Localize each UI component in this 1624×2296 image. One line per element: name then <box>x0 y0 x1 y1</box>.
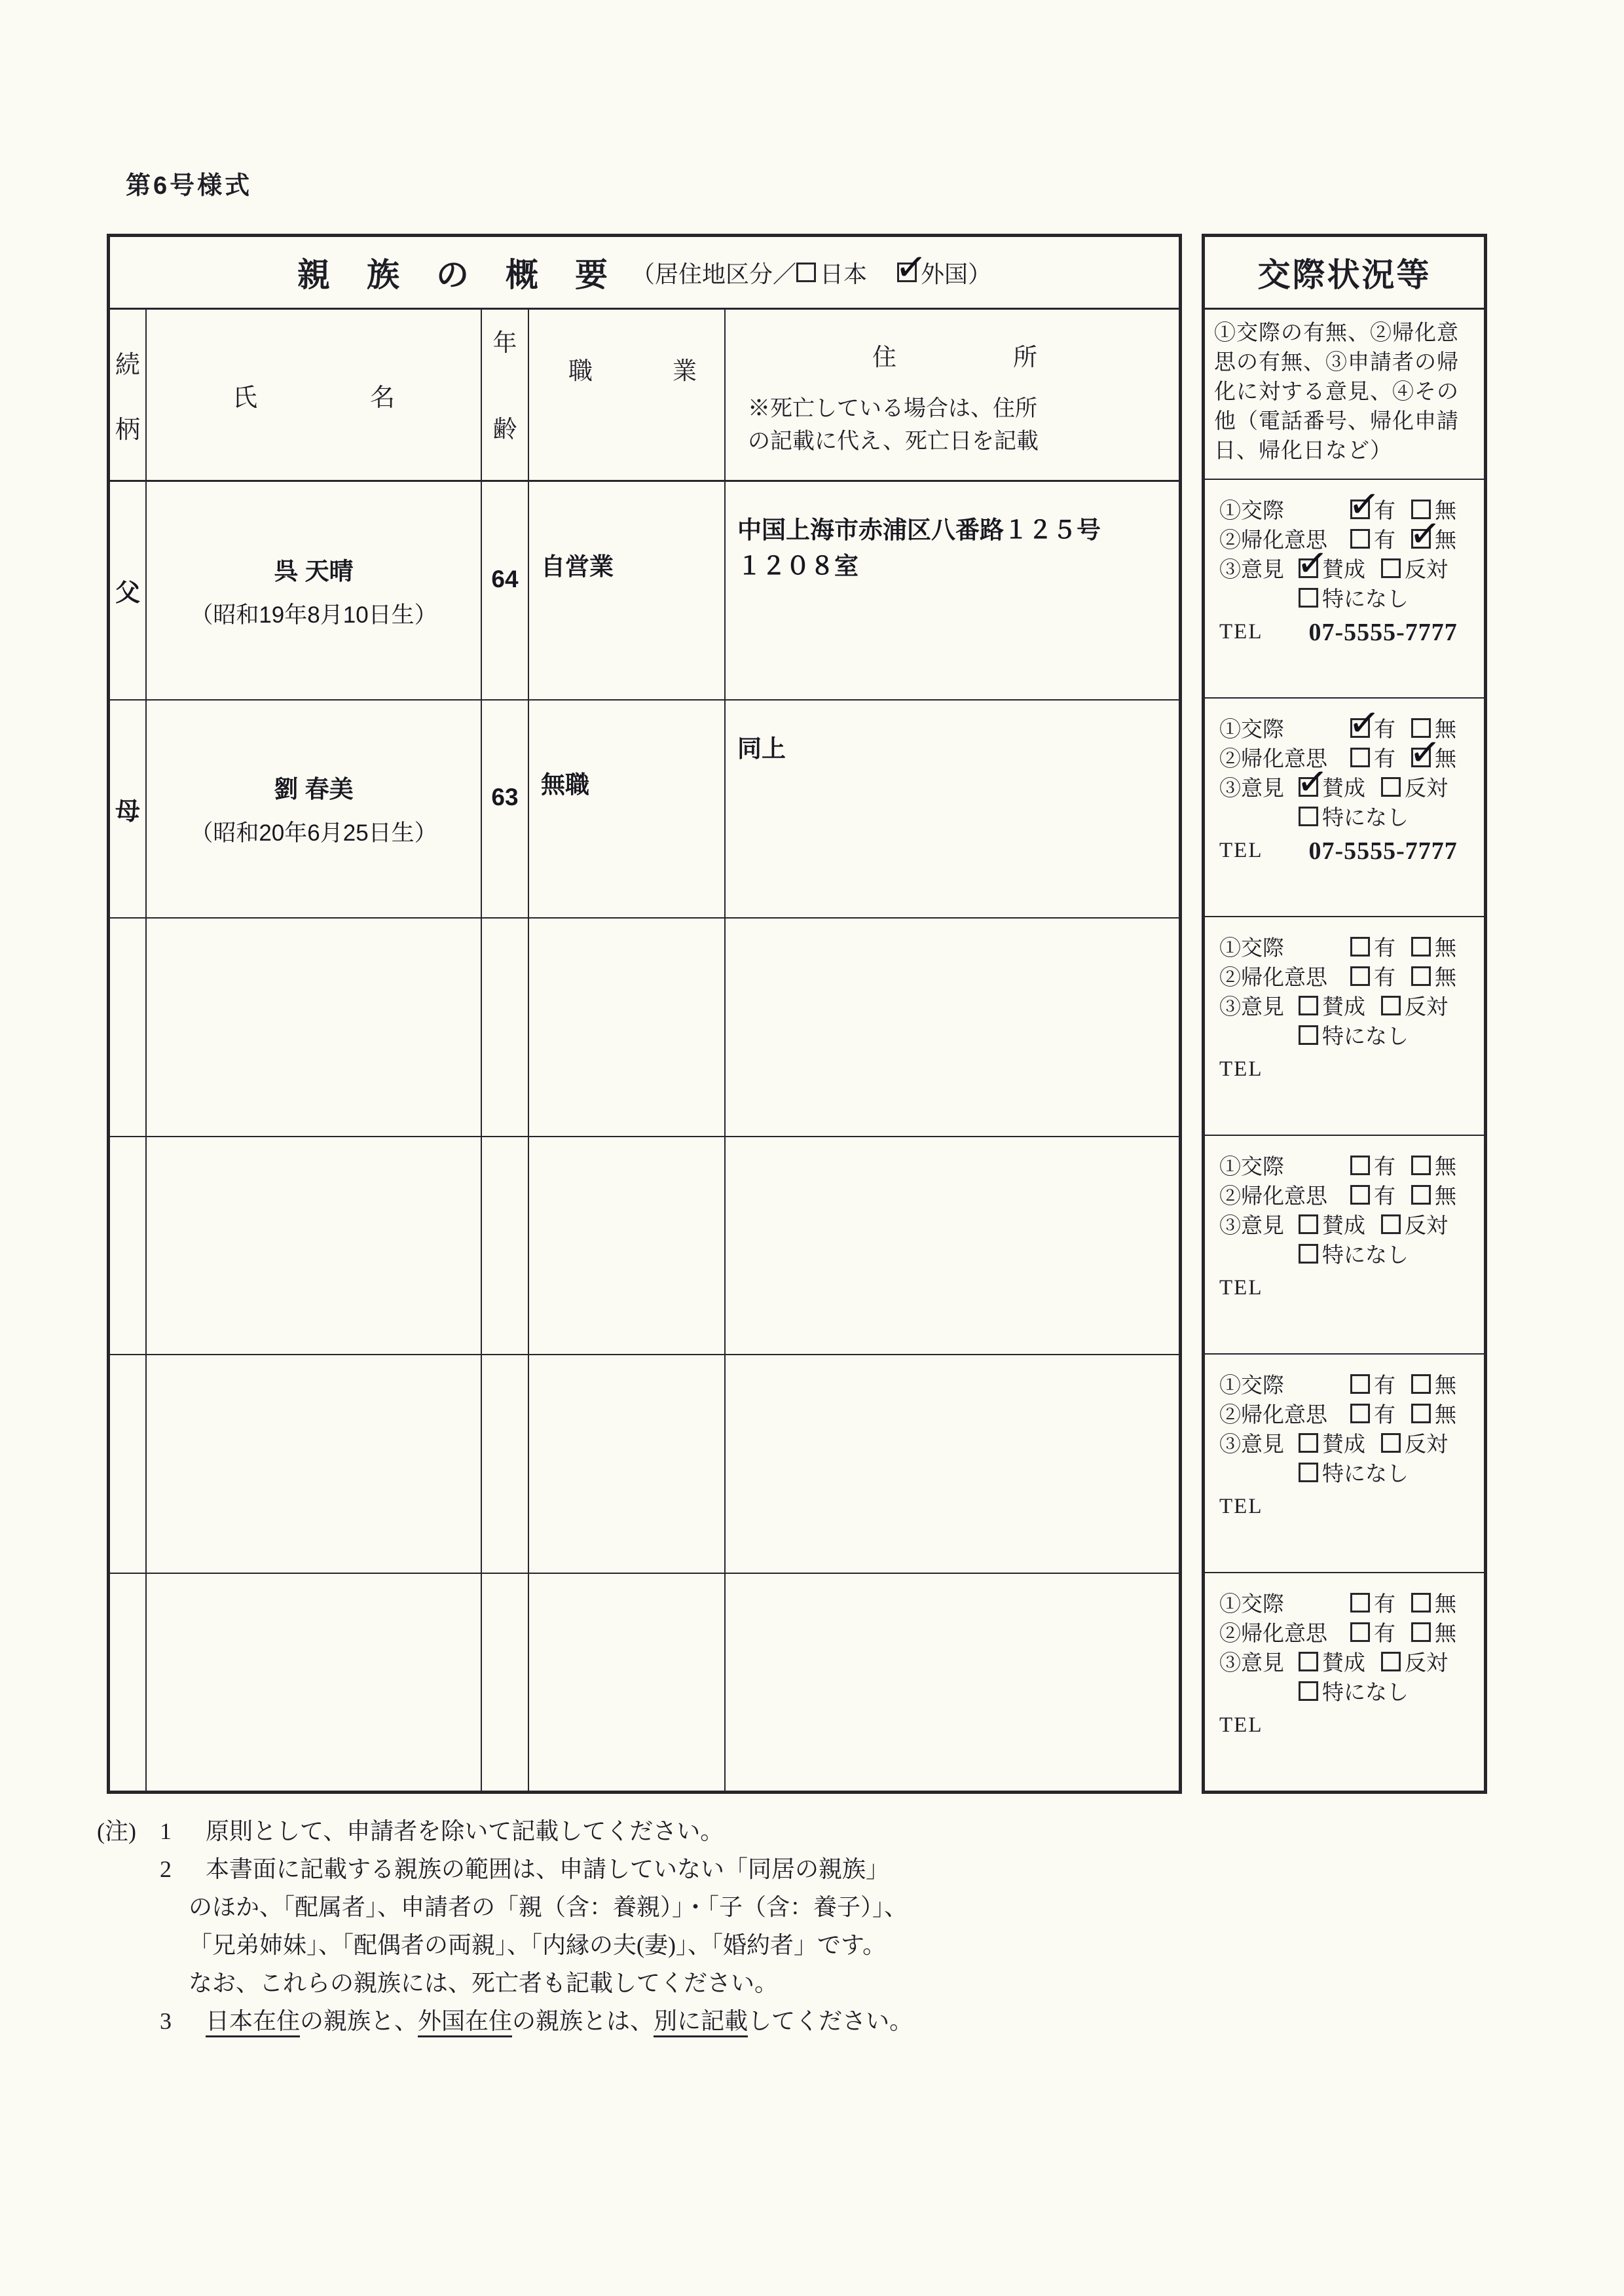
age-cell <box>482 919 529 1136</box>
contact-status-description: ①交際の有無、②帰化意思の有無、③申請者の帰化に対する意見、④その他（電話番号、帰化申請日、帰化日など） <box>1205 310 1484 480</box>
iken-oppose-box[interactable] <box>1381 558 1401 578</box>
iken-oppose-checkbox[interactable] <box>1381 1646 1448 1677</box>
header-age: 年 齢 <box>482 310 529 480</box>
name-cell <box>147 919 482 1136</box>
contact-status-table <box>1202 234 1487 1794</box>
tel-value: 07-5555-7777 <box>1308 837 1458 865</box>
tel-line <box>1219 1492 1484 1522</box>
relative-row <box>110 1355 1179 1574</box>
no-label: 無 <box>1435 718 1456 742</box>
age-cell <box>482 1574 529 1791</box>
note-underlined-segment: 別に記載 <box>654 2008 748 2037</box>
iken-none-line <box>1219 1676 1484 1705</box>
note-segment: の親族と、 <box>300 2008 418 2034</box>
tel-line <box>1219 836 1484 866</box>
yes-label: 有 <box>1374 966 1395 990</box>
form-number-label: 第6号様式 <box>126 172 253 200</box>
residence-region-note <box>631 256 991 289</box>
iken-label: ③意見 <box>1219 1652 1284 1675</box>
kosai-label: ①交際 <box>1219 1593 1284 1616</box>
kosai-yes-checkbox[interactable] <box>1350 494 1395 524</box>
kika-yes-box[interactable] <box>1350 1622 1370 1642</box>
iken-none-line <box>1219 583 1484 612</box>
none-label: 特になし <box>1322 1244 1409 1267</box>
kika-no-checkbox[interactable] <box>1411 523 1456 554</box>
header-relationship-top: 続 <box>115 352 140 379</box>
occupation-value <box>529 1219 541 1271</box>
kosai-label: ①交際 <box>1219 500 1284 523</box>
kosai-yes-box[interactable] <box>1350 500 1370 519</box>
kosai-yes-box[interactable] <box>1350 1156 1370 1175</box>
iken-none-checkbox[interactable] <box>1299 1019 1409 1050</box>
address-cell <box>726 701 1179 918</box>
occupation-cell <box>529 482 726 699</box>
footnotes <box>97 1812 1249 2040</box>
birthdate-value: （昭和19年8月10日生） <box>190 602 437 628</box>
address-note: ※死亡している場合は、住所 の記載に代え、死亡日を記載 <box>748 397 1039 454</box>
note-marker <box>97 1888 160 1926</box>
relationship-value: 父 <box>115 579 140 608</box>
agree-label: 賛成 <box>1322 1652 1365 1675</box>
iken-line <box>1219 1647 1484 1676</box>
name-cell <box>147 1355 482 1573</box>
agree-label: 賛成 <box>1322 777 1365 801</box>
iken-agree-box[interactable] <box>1299 777 1318 797</box>
oppose-label: 反対 <box>1405 996 1448 1019</box>
iken-oppose-box[interactable] <box>1381 1652 1401 1671</box>
name-value: 呉 天晴 <box>274 557 354 585</box>
iken-none-line <box>1219 1020 1484 1049</box>
kika-no-box[interactable] <box>1411 1404 1431 1423</box>
address-line1: 同上 <box>737 735 786 762</box>
foreign-checkbox-box[interactable] <box>897 263 917 282</box>
yes-label: 有 <box>1374 718 1395 742</box>
note-line <box>97 1850 1249 1888</box>
birthdate-value: （昭和20年6月25日生） <box>190 820 437 847</box>
table-title: 親族の概要 <box>297 257 644 293</box>
contact-status-cell <box>1205 699 1484 917</box>
iken-none-checkbox[interactable] <box>1299 1238 1409 1269</box>
note-marker <box>97 1850 160 1888</box>
relative-row <box>110 1574 1179 1791</box>
address-cell <box>726 1355 1179 1573</box>
note-marker <box>97 1964 160 2002</box>
kika-line <box>1219 524 1484 553</box>
kika-no-box[interactable] <box>1411 1622 1431 1642</box>
iken-line <box>1219 553 1484 583</box>
age-cell <box>482 701 529 918</box>
contact-status-cell <box>1205 480 1484 699</box>
age-cell <box>482 1355 529 1573</box>
kika-label: ②帰化意思 <box>1219 1185 1327 1209</box>
note-text: のほか、「配属者」、申請者の「親（含：養親）」・「子（含：養子）」、 <box>189 1894 908 1920</box>
note-marker <box>97 2002 160 2040</box>
note-line <box>97 1926 1249 1964</box>
kika-no-box[interactable] <box>1411 529 1431 549</box>
occupation-cell <box>529 701 726 918</box>
iken-none-checkbox[interactable] <box>1299 1675 1409 1706</box>
address-cell <box>726 919 1179 1136</box>
relationship-cell <box>110 1574 147 1791</box>
iken-agree-checkbox[interactable] <box>1299 990 1365 1021</box>
kika-label: ②帰化意思 <box>1219 529 1327 553</box>
yes-label: 有 <box>1374 529 1395 553</box>
iken-agree-checkbox[interactable] <box>1299 1646 1365 1677</box>
occupation-cell <box>529 1355 726 1573</box>
kosai-no-box[interactable] <box>1411 937 1431 957</box>
agree-label: 賛成 <box>1322 996 1365 1019</box>
region-note-suffix: ） <box>968 260 992 287</box>
contact-status-cell <box>1205 1136 1484 1355</box>
oppose-label: 反対 <box>1405 1214 1448 1238</box>
occupation-cell <box>529 919 726 1136</box>
kika-line <box>1219 1398 1484 1428</box>
no-label: 無 <box>1435 529 1456 553</box>
note-text: 「兄弟姉妹」、「配偶者の両親」、「内縁の夫(妻)」、「婚約者」です。 <box>189 1932 887 1958</box>
kosai-yes-checkbox[interactable] <box>1350 1587 1395 1618</box>
kika-label: ②帰化意思 <box>1219 966 1327 990</box>
kosai-line <box>1219 1588 1484 1617</box>
iken-agree-box[interactable] <box>1299 1433 1318 1453</box>
kika-yes-checkbox[interactable] <box>1350 742 1395 773</box>
iken-agree-checkbox[interactable] <box>1299 553 1365 583</box>
none-label: 特になし <box>1322 807 1409 830</box>
kosai-no-checkbox[interactable] <box>1411 1368 1456 1399</box>
oppose-label: 反対 <box>1405 1652 1448 1675</box>
header-address: 住 所 ※死亡している場合は、住所 の記載に代え、死亡日を記載 <box>726 310 1179 480</box>
contact-status-body <box>1205 480 1484 1791</box>
kika-no-box[interactable] <box>1411 748 1431 767</box>
kika-yes-checkbox[interactable] <box>1350 1398 1395 1429</box>
iken-line <box>1219 991 1484 1020</box>
iken-oppose-checkbox[interactable] <box>1381 553 1448 583</box>
relative-row <box>110 919 1179 1137</box>
iken-label: ③意見 <box>1219 1214 1284 1238</box>
kosai-yes-box[interactable] <box>1350 718 1370 738</box>
iken-none-checkbox[interactable] <box>1299 801 1409 831</box>
iken-none-box[interactable] <box>1299 1681 1318 1701</box>
japan-checkbox[interactable] <box>796 256 867 289</box>
agree-label: 賛成 <box>1322 1433 1365 1457</box>
contact-status-title: 交際状況等 <box>1205 237 1484 310</box>
iken-none-box[interactable] <box>1299 1463 1318 1482</box>
name-cell <box>147 482 482 699</box>
iken-none-line <box>1219 801 1484 831</box>
header-occupation: 職 業 <box>529 310 726 480</box>
relative-row <box>110 701 1179 919</box>
kika-yes-checkbox[interactable] <box>1350 960 1395 991</box>
japan-label: 日本 <box>819 260 867 287</box>
kika-no-checkbox[interactable] <box>1411 1179 1456 1210</box>
oppose-label: 反対 <box>1405 558 1448 582</box>
iken-agree-checkbox[interactable] <box>1299 1209 1365 1239</box>
iken-oppose-box[interactable] <box>1381 777 1401 797</box>
foreign-checkbox[interactable] <box>897 256 968 289</box>
name-cell <box>147 701 482 918</box>
relative-row <box>110 482 1179 701</box>
no-label: 無 <box>1435 966 1456 990</box>
iken-agree-checkbox[interactable] <box>1299 1427 1365 1458</box>
note-underlined-segment: 日本在住 <box>206 2008 300 2037</box>
kika-line <box>1219 742 1484 772</box>
tel-label: TEL <box>1219 1057 1263 1081</box>
iken-oppose-box[interactable] <box>1381 996 1401 1015</box>
occupation-value: 無職 <box>541 771 589 799</box>
note-line <box>97 1888 1249 1926</box>
relationship-cell <box>110 701 147 918</box>
kosai-yes-checkbox[interactable] <box>1350 712 1395 743</box>
table-title-row <box>110 237 1179 310</box>
yes-label: 有 <box>1374 500 1395 523</box>
kika-no-checkbox[interactable] <box>1411 1616 1456 1647</box>
table-header-row <box>110 310 1179 482</box>
iken-oppose-checkbox[interactable] <box>1381 771 1448 802</box>
kosai-no-checkbox[interactable] <box>1411 1587 1456 1618</box>
occupation-value <box>529 1656 541 1708</box>
tel-line <box>1219 1055 1484 1084</box>
kosai-label: ①交際 <box>1219 1374 1284 1398</box>
tel-value: 07-5555-7777 <box>1308 618 1458 646</box>
no-label: 無 <box>1435 1185 1456 1209</box>
kika-line <box>1219 1617 1484 1647</box>
kika-yes-box[interactable] <box>1350 529 1370 549</box>
occupation-value <box>529 1001 541 1053</box>
note-text: 本書面に記載する親族の範囲は、申請していない「同居の親族」 <box>206 1856 890 1882</box>
iken-label: ③意見 <box>1219 777 1284 801</box>
occupation-cell <box>529 1574 726 1791</box>
kosai-no-box[interactable] <box>1411 1374 1431 1394</box>
tel-label: TEL <box>1219 1276 1263 1300</box>
iken-none-box[interactable] <box>1299 807 1318 826</box>
yes-label: 有 <box>1374 1593 1395 1616</box>
iken-line <box>1219 772 1484 801</box>
kika-yes-checkbox[interactable] <box>1350 1179 1395 1210</box>
iken-none-line <box>1219 1457 1484 1487</box>
no-label: 無 <box>1435 937 1456 960</box>
iken-oppose-checkbox[interactable] <box>1381 990 1448 1021</box>
relationship-cell <box>110 1137 147 1355</box>
iken-none-box[interactable] <box>1299 1244 1318 1264</box>
iken-oppose-checkbox[interactable] <box>1381 1209 1448 1239</box>
note-number: 1 <box>160 1818 172 1844</box>
kika-label: ②帰化意思 <box>1219 748 1327 771</box>
kosai-line <box>1219 1150 1484 1180</box>
note-underlined-segment: 外国在住 <box>418 2008 512 2037</box>
kika-yes-box[interactable] <box>1350 966 1370 986</box>
yes-label: 有 <box>1374 1622 1395 1646</box>
iken-none-box[interactable] <box>1299 1025 1318 1045</box>
kika-line <box>1219 961 1484 991</box>
yes-label: 有 <box>1374 1404 1395 1427</box>
age-cell <box>482 482 529 699</box>
kika-yes-box[interactable] <box>1350 748 1370 767</box>
no-label: 無 <box>1435 1593 1456 1616</box>
age-value: 63 <box>491 784 519 811</box>
iken-none-box[interactable] <box>1299 588 1318 608</box>
none-label: 特になし <box>1322 1681 1409 1705</box>
iken-line <box>1219 1209 1484 1239</box>
kosai-label: ①交際 <box>1219 1156 1284 1179</box>
relatives-summary-table <box>107 234 1182 1794</box>
kosai-line <box>1219 932 1484 961</box>
iken-label: ③意見 <box>1219 1433 1284 1457</box>
kika-yes-box[interactable] <box>1350 1404 1370 1423</box>
agree-label: 賛成 <box>1322 1214 1365 1238</box>
no-label: 無 <box>1435 500 1456 523</box>
name-cell <box>147 1137 482 1355</box>
iken-none-checkbox[interactable] <box>1299 1457 1409 1487</box>
kosai-yes-checkbox[interactable] <box>1350 1368 1395 1399</box>
kika-label: ②帰化意思 <box>1219 1404 1327 1427</box>
contact-status-cell <box>1205 1355 1484 1573</box>
no-label: 無 <box>1435 1374 1456 1398</box>
iken-oppose-checkbox[interactable] <box>1381 1427 1448 1458</box>
kika-label: ②帰化意思 <box>1219 1622 1327 1646</box>
name-value: 劉 春美 <box>274 776 354 803</box>
oppose-label: 反対 <box>1405 1433 1448 1457</box>
note-marker: (注) <box>97 1818 136 1844</box>
iken-label: ③意見 <box>1219 558 1284 582</box>
no-label: 無 <box>1435 1622 1456 1646</box>
yes-label: 有 <box>1374 1374 1395 1398</box>
relationship-cell <box>110 1355 147 1573</box>
age-value: 64 <box>491 565 519 592</box>
tel-label: TEL <box>1219 620 1263 644</box>
header-name: 氏 名 <box>147 310 482 480</box>
kika-no-checkbox[interactable] <box>1411 742 1456 773</box>
contact-status-cell <box>1205 917 1484 1136</box>
no-label: 無 <box>1435 1156 1456 1179</box>
iken-none-line <box>1219 1239 1484 1268</box>
kosai-label: ①交際 <box>1219 937 1284 960</box>
japan-checkbox-box[interactable] <box>796 263 816 282</box>
iken-oppose-box[interactable] <box>1381 1433 1401 1453</box>
tel-line <box>1219 617 1484 647</box>
yes-label: 有 <box>1374 748 1395 771</box>
kosai-no-checkbox[interactable] <box>1411 1150 1456 1180</box>
address-line2: １２０８室 <box>737 553 858 579</box>
note-number: 2 <box>160 1856 172 1882</box>
table-body <box>110 482 1179 1791</box>
relationship-cell <box>110 482 147 699</box>
note-text: 原則として、申請者を除いて記載してください。 <box>206 1818 724 1844</box>
contact-status-cell <box>1205 1573 1484 1791</box>
kosai-yes-box[interactable] <box>1350 1374 1370 1394</box>
tel-label: TEL <box>1219 1713 1263 1737</box>
kika-no-checkbox[interactable] <box>1411 960 1456 991</box>
iken-oppose-box[interactable] <box>1381 1214 1401 1234</box>
occupation-value: 自営業 <box>541 553 614 580</box>
none-label: 特になし <box>1322 588 1409 611</box>
note-line <box>97 2002 1249 2040</box>
note-text: なお、これらの親族には、死亡者も記載してください。 <box>189 1970 779 1996</box>
note-segment: してください。 <box>748 2008 913 2034</box>
kosai-no-box[interactable] <box>1411 1593 1431 1613</box>
occupation-cell <box>529 1137 726 1355</box>
iken-label: ③意見 <box>1219 996 1284 1019</box>
tel-line <box>1219 1273 1484 1303</box>
kosai-no-box[interactable] <box>1411 1156 1431 1175</box>
kika-yes-checkbox[interactable] <box>1350 1616 1395 1647</box>
region-note-prefix: （居住地区分／ <box>631 260 796 287</box>
kika-line <box>1219 1180 1484 1209</box>
yes-label: 有 <box>1374 1185 1395 1209</box>
kosai-yes-checkbox[interactable] <box>1350 1150 1395 1180</box>
kosai-yes-box[interactable] <box>1350 937 1370 957</box>
no-label: 無 <box>1435 1404 1456 1427</box>
age-cell <box>482 1137 529 1355</box>
note-marker <box>97 1926 160 1964</box>
tel-line <box>1219 1711 1484 1740</box>
iken-none-checkbox[interactable] <box>1299 582 1409 613</box>
iken-agree-box[interactable] <box>1299 1214 1318 1234</box>
kosai-label: ①交際 <box>1219 718 1284 742</box>
address-cell <box>726 1574 1179 1791</box>
note-text <box>206 2002 913 2040</box>
kosai-line <box>1219 494 1484 524</box>
none-label: 特になし <box>1322 1025 1409 1049</box>
iken-agree-box[interactable] <box>1299 1652 1318 1671</box>
no-label: 無 <box>1435 748 1456 771</box>
kika-no-checkbox[interactable] <box>1411 1398 1456 1429</box>
relationship-value: 母 <box>115 797 140 826</box>
address-line1: 中国上海市赤浦区八番路１２５号 <box>737 517 1101 543</box>
relative-row <box>110 1137 1179 1356</box>
tel-label: TEL <box>1219 839 1263 862</box>
kika-no-box[interactable] <box>1411 1185 1431 1205</box>
kosai-no-checkbox[interactable] <box>1411 931 1456 962</box>
address-cell <box>726 482 1179 699</box>
note-line <box>97 1812 1249 1850</box>
note-line <box>97 1964 1249 2002</box>
iken-line <box>1219 1428 1484 1457</box>
none-label: 特になし <box>1322 1463 1409 1486</box>
address-cell <box>726 1137 1179 1355</box>
name-cell <box>147 1574 482 1791</box>
kosai-line <box>1219 713 1484 742</box>
iken-agree-checkbox[interactable] <box>1299 771 1365 802</box>
oppose-label: 反対 <box>1405 777 1448 801</box>
tel-label: TEL <box>1219 1495 1263 1518</box>
header-relationship <box>110 310 147 480</box>
yes-label: 有 <box>1374 937 1395 960</box>
kosai-line <box>1219 1369 1484 1398</box>
header-relationship-bottom: 柄 <box>115 416 140 444</box>
kosai-yes-checkbox[interactable] <box>1350 931 1395 962</box>
iken-agree-box[interactable] <box>1299 996 1318 1015</box>
yes-label: 有 <box>1374 1156 1395 1179</box>
iken-agree-box[interactable] <box>1299 558 1318 578</box>
note-number: 3 <box>160 2008 172 2034</box>
kosai-yes-box[interactable] <box>1350 1593 1370 1613</box>
kika-yes-checkbox[interactable] <box>1350 523 1395 554</box>
relationship-cell <box>110 919 147 1136</box>
kika-no-box[interactable] <box>1411 966 1431 986</box>
foreign-label: 外国 <box>921 260 969 287</box>
agree-label: 賛成 <box>1322 558 1365 582</box>
occupation-value <box>529 1438 541 1490</box>
note-segment: の親族とは、 <box>512 2008 654 2034</box>
kika-yes-box[interactable] <box>1350 1185 1370 1205</box>
